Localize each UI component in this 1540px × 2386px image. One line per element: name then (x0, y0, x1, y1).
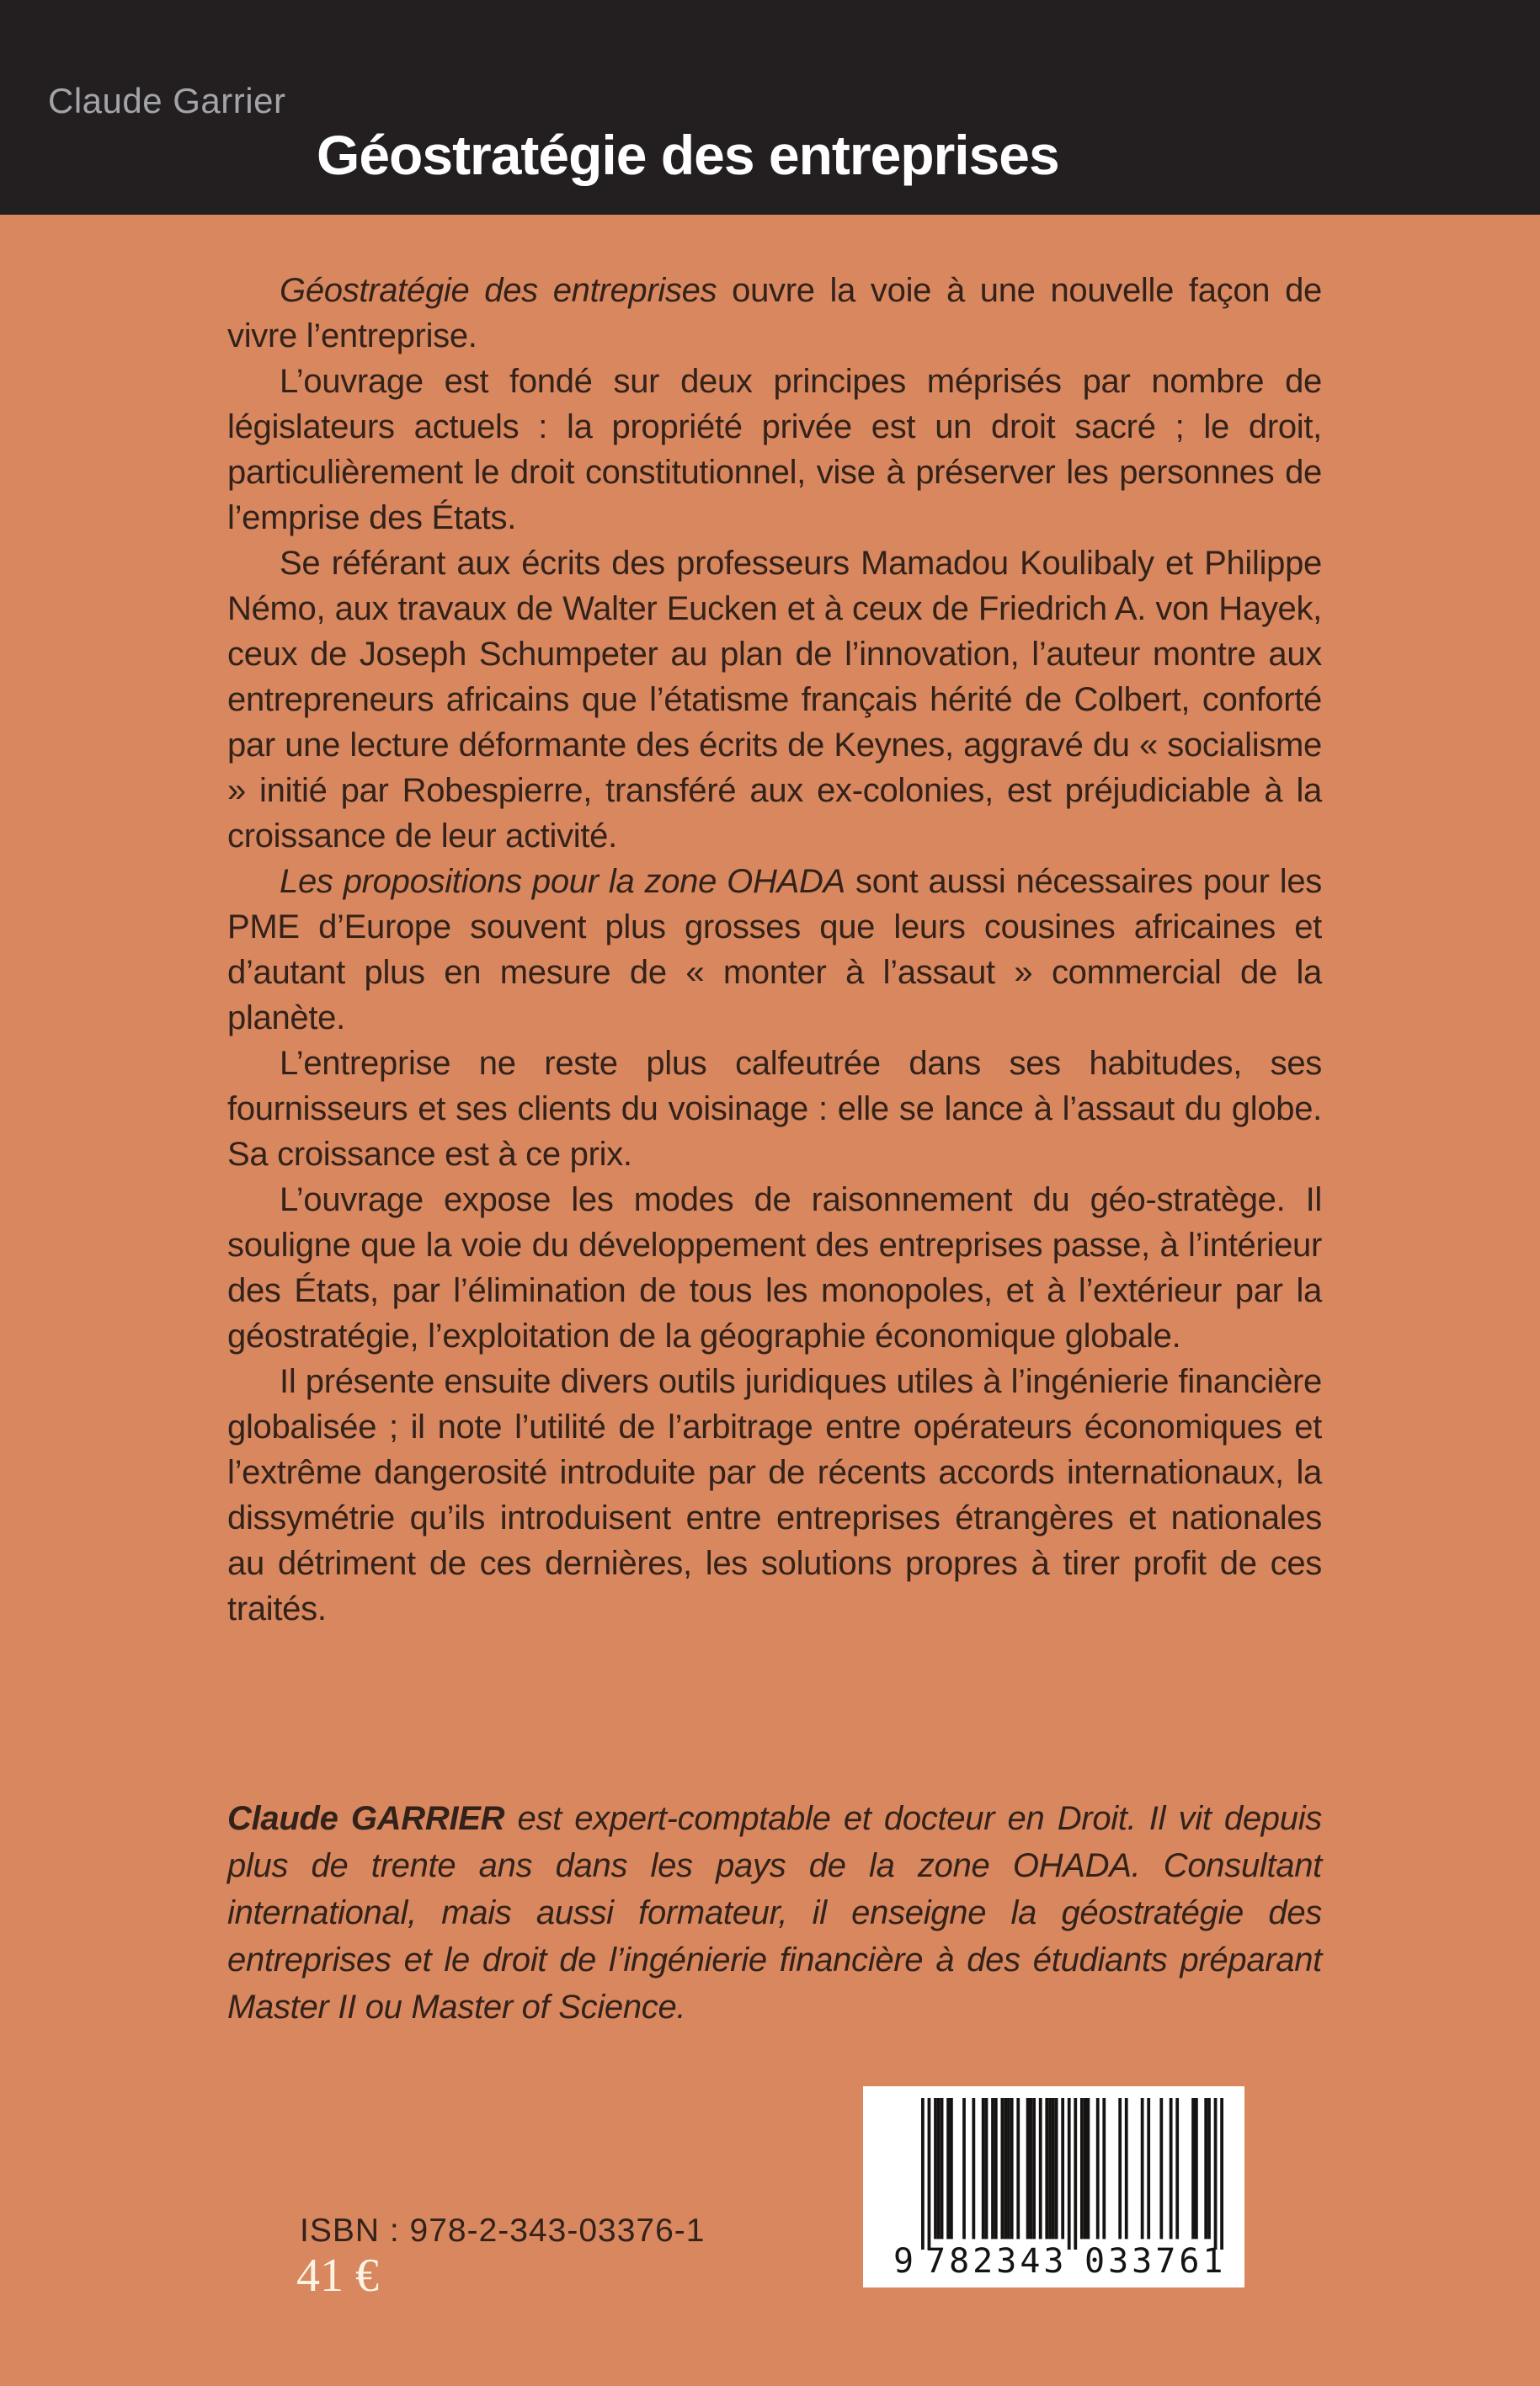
barcode-digit-first: 9 (893, 2242, 914, 2281)
paragraph-lead-italic: Les propositions pour la zone OHADA (280, 863, 845, 900)
synopsis-paragraph-5 (227, 1041, 1322, 1177)
synopsis-paragraph-7 (227, 1359, 1322, 1632)
paragraph-text: ouvre la voie à une nouvelle façon de vivre l’entreprise. (227, 272, 1322, 354)
author-bio-name: Claude GARRIER (227, 1800, 505, 1837)
paragraph-text: L’ouvrage expose les modes de raisonnement du géo-stratège. Il souligne que la voie du développement des entreprises passe, à l’intérieur des États, par l’élimination de tous les monopoles, et à l’extérieur par la géostratégie, l’exploitation de la géographie économique globale. (227, 1181, 1322, 1355)
paragraph-text: Se référant aux écrits des professeurs Mamadou Koulibaly et Philippe Némo, aux travaux de Walter Eucken et à ceux de Friedrich A. von Hayek, ceux de Joseph Schumpeter au plan de l’innovation, l’auteur montre aux entrepreneurs africains que l’étatisme français hérité de Colbert, conforté par une lecture déformante des écrits de Keynes, aggravé du « socialisme » initié par Robespierre, transféré aux ex-colonies, est préjudiciable à la croissance de leur activité. (227, 545, 1322, 855)
paragraph-text: L’entreprise ne reste plus calfeutrée dans ses habitudes, ses fournisseurs et ses clients du voisinage : elle se lance à l’assaut du globe. Sa croissance est à ce prix. (227, 1045, 1322, 1173)
author-bio-paragraph (227, 1795, 1322, 2031)
author-name: Claude Garrier (48, 81, 286, 120)
isbn-text: ISBN : 978-2-343-03376-1 (300, 2213, 706, 2249)
barcode-bars (921, 2098, 1223, 2250)
header-band (0, 0, 1540, 215)
synopsis-paragraph-1 (227, 268, 1322, 359)
barcode (863, 2086, 1244, 2287)
author-bio (227, 1795, 1322, 2031)
paragraph-lead-italic: Géostratégie des entreprises (280, 272, 717, 309)
synopsis-paragraph-2 (227, 359, 1322, 541)
synopsis-paragraph-6 (227, 1177, 1322, 1359)
barcode-digits-right: 033761 (1084, 2242, 1227, 2281)
paragraph-text: sont aussi nécessaires pour les PME d’Europe souvent plus grosses que leurs cousines africaines et d’autant plus en mesure de « monter à l’assaut » commercial de la planète. (227, 863, 1322, 1036)
price-text: 41 € (296, 2250, 379, 2302)
synopsis-paragraph-3 (227, 541, 1322, 859)
paragraph-text: L’ouvrage est fondé sur deux principes méprisés par nombre de législateurs actuels : la propriété privée est un droit sacré ; le droit, particulièrement le droit constitutionnel, vise à préserver les personnes de l’emprise des États. (227, 363, 1322, 536)
synopsis (227, 268, 1322, 1632)
paragraph-text: Il présente ensuite divers outils juridiques utiles à l’ingénierie financière globalisée ; il note l’utilité de l’arbitrage entre opérateurs économiques et l’extrême dangerosité introduite par de récents accords internationaux, la dissymétrie qu’ils introduisent entre entreprises étrangères et nationales au détriment de ces dernières, les solutions propres à tirer profit de ces traités. (227, 1363, 1322, 1627)
author-bio-text: est expert-comptable et docteur en Droit. Il vit depuis plus de trente ans dans les pays de la zone OHADA. Consultant international, mais aussi formateur, il enseigne la géostratégie des entreprises et le droit de l’ingénierie financière à des étudiants préparant Master II ou Master of Science. (227, 1800, 1322, 2026)
book-title: Géostratégie des entreprises (317, 124, 1059, 186)
synopsis-paragraph-4 (227, 859, 1322, 1041)
barcode-digits-left: 782343 (925, 2242, 1068, 2281)
